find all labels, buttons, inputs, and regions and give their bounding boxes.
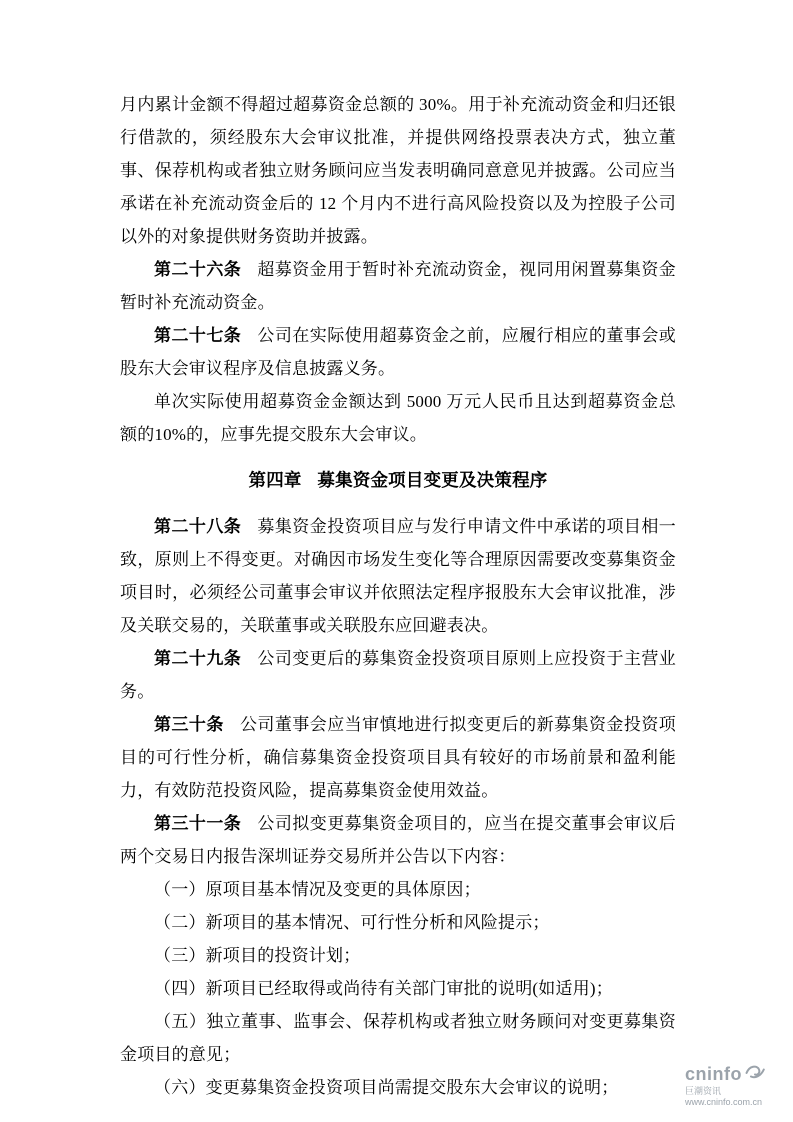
article-number: 第二十七条 [154,326,242,345]
list-item-text: （四）新项目已经取得或尚待有关部门审批的说明(如适用)； [154,979,613,998]
cninfo-logo [685,1063,777,1108]
paragraph-text: 单次实际使用超募资金金额达到 5000 万元人民币且达到超募资金总额的10%的，应事先提交股东大会审议。 [120,392,676,444]
paragraph-threshold [120,385,676,451]
cninfo-swoosh-icon [745,1063,765,1085]
article-number: 第二十八条 [154,517,242,536]
article-number: 第二十九条 [154,649,242,668]
article-27 [120,319,676,385]
paragraph-text: 月内累计金额不得超过超募资金总额的 30%。用于补充流动资金和归还银行借款的，须经股东大会审议批准，并提供网络投票表决方式，独立董事、保荐机构或者独立财务顾问应当发表明确同意意见并披露。公司应当承诺在补充流动资金后的 12 个月内不进行高风险投资以及为控股子公司以外的对象提供财务资助并披露。 [120,95,676,246]
article-29 [120,642,676,708]
article-text: 公司拟变更募集资金项目的，应当在提交董事会审议后两个交易日内报告深圳证券交易所并公告以下内容： [120,814,676,866]
article-30 [120,708,676,807]
article-26 [120,253,676,319]
cninfo-logo-subtext [685,1086,777,1108]
chapter-title: 募集资金项目变更及决策程序 [317,470,548,490]
article-text: 公司在实际使用超募资金之前，应履行相应的董事会或股东大会审议程序及信息披露义务。 [120,326,676,378]
cninfo-logo-name-cn: 巨潮资讯 [685,1086,722,1096]
article-31 [120,807,676,873]
chapter-heading [120,464,676,497]
list-item-4 [120,972,676,1005]
list-item-text: （六）变更募集资金投资项目尚需提交股东大会审议的说明； [154,1078,619,1097]
article-number: 第三十条 [154,715,224,734]
list-item-6 [120,1071,676,1104]
article-number: 第二十六条 [154,260,242,279]
list-item-5 [120,1005,676,1071]
list-item-2 [120,906,676,939]
list-item-text: （三）新项目的投资计划； [154,946,361,965]
cninfo-logo-text: cninfo [685,1063,742,1084]
article-number: 第三十一条 [154,814,242,833]
list-item-text: （一）原项目基本情况及变更的具体原因； [154,880,481,899]
document-content [120,88,676,1104]
article-28 [120,510,676,642]
list-item-3 [120,939,676,972]
article-text: 公司变更后的募集资金投资项目原则上应投资于主营业务。 [120,649,676,701]
article-text: 募集资金投资项目应与发行申请文件中承诺的项目相一致，原则上不得变更。对确因市场发生变化等合理原因需要改变募集资金项目时，必须经公司董事会审议并依照法定程序报股东大会审议批准，涉及关联交易的，关联董事或关联股东应回避表决。 [120,517,676,635]
list-item-1 [120,873,676,906]
list-item-text: （二）新项目的基本情况、可行性分析和风险提示； [154,913,550,932]
chapter-number: 第四章 [248,470,302,490]
cninfo-logo-url: www.cninfo.com.cn [685,1097,763,1107]
article-text: 超募资金用于暂时补充流动资金，视同用闲置募集资金暂时补充流动资金。 [120,260,676,312]
paragraph-continuation [120,88,676,253]
article-text: 公司董事会应当审慎地进行拟变更后的新募集资金投资项目的可行性分析，确信募集资金投资项目具有较好的市场前景和盈利能力，有效防范投资风险，提高募集资金使用效益。 [120,715,676,800]
cninfo-logo-row [685,1063,777,1085]
list-item-text: （五）独立董事、监事会、保荐机构或者独立财务顾问对变更募集资金项目的意见； [120,1012,676,1064]
